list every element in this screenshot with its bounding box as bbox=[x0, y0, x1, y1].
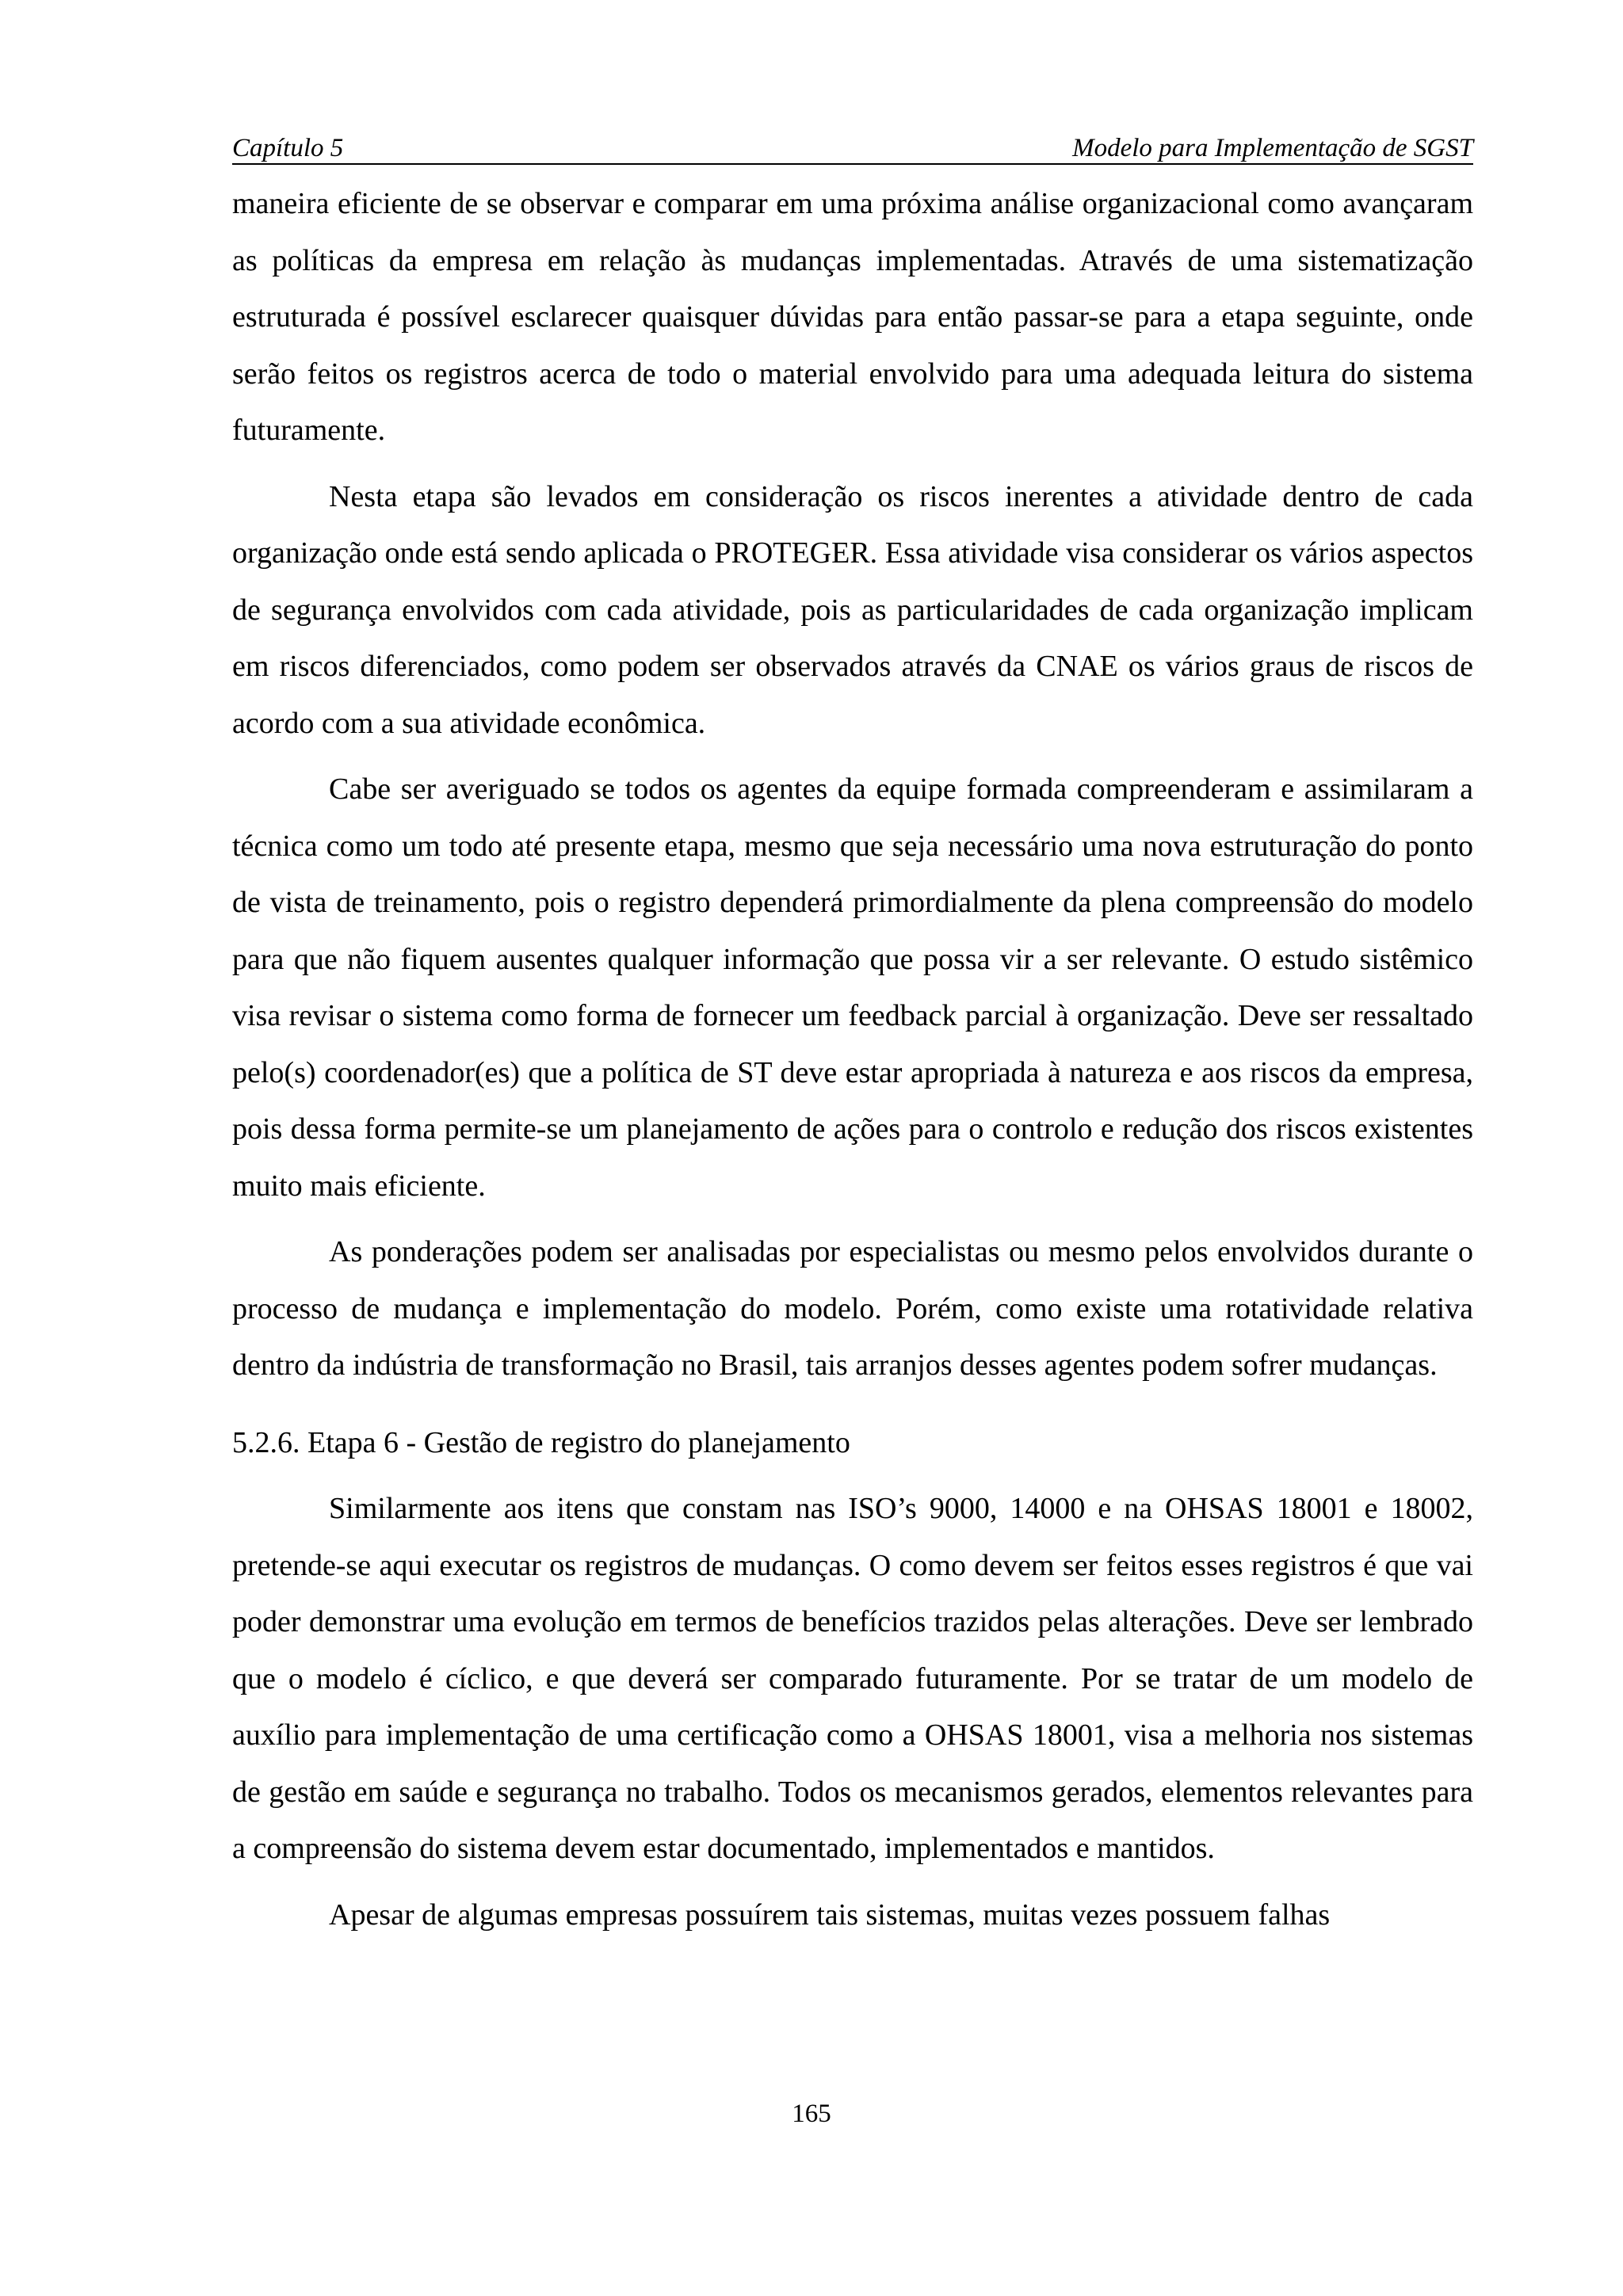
document-page bbox=[232, 127, 1473, 1943]
paragraph: As ponderações podem ser analisadas por especialistas ou mesmo pelos envolvidos durante o processo de mudança e implementação do modelo. Porém, como existe uma rotatividade relativa dentro da indústria de transformação no Brasil, tais arranjos desses agentes podem sofrer mudanças. bbox=[232, 1235, 1473, 1382]
page-number: 165 bbox=[792, 2100, 831, 2128]
section-heading: 5.2.6. Etapa 6 - Gestão de registro do planejamento bbox=[232, 1425, 850, 1459]
paragraph: maneira eficiente de se observar e comparar em uma próxima análise organizacional como avançaram as políticas da empresa em relação às mudanças implementadas. Através de uma sistematização estruturada é possível esclarecer quaisquer dúvidas para então passar-se para a etapa seguinte, onde serão feitos os registros acerca de todo o material envolvido para uma adequada leitura do sistema futuramente. bbox=[232, 187, 1473, 447]
chapter-label: Capítulo 5 bbox=[232, 134, 344, 162]
running-title: Modelo para Implementação de SGST bbox=[1072, 134, 1473, 162]
running-header bbox=[232, 127, 1473, 165]
paragraph: Nesta etapa são levados em consideração os riscos inerentes a atividade dentro de cada organização onde está sendo aplicada o PROTEGER. Essa atividade visa considerar os vários aspectos de segurança envolvidos com cada atividade, pois as particularidades de cada organização implicam em riscos diferenciados, como podem ser observados através da CNAE os vários graus de riscos de acordo com a sua atividade econômica. bbox=[232, 479, 1473, 740]
body-text bbox=[232, 176, 1473, 1943]
paragraph: Cabe ser averiguado se todos os agentes da equipe formada compreenderam e assimilaram a técnica como um todo até presente etapa, mesmo que seja necessário uma nova estruturação do ponto de vista de treinamento, pois o registro dependerá primordialmente da plena compreensão do modelo para que não fiquem ausentes qualquer informação que possa vir a ser relevante. O estudo sistêmico visa revisar o sistema como forma de fornecer um feedback parcial à organização. Deve ser ressaltado pelo(s) coordenador(es) que a política de ST deve estar apropriada à natureza e aos riscos da empresa, pois dessa forma permite-se um planejamento de ações para o controlo e redução dos riscos existentes muito mais eficiente. bbox=[232, 772, 1473, 1203]
paragraph: Apesar de algumas empresas possuírem tais sistemas, muitas vezes possuem falhas bbox=[329, 1897, 1331, 1932]
paragraph: Similarmente aos itens que constam nas ISO’s 9000, 14000 e na OHSAS 18001 e 18002, pretende-se aqui executar os registros de mudanças. O como devem ser feitos esses registros é que vai poder demonstrar uma evolução em termos de benefícios trazidos pelas alterações. Deve ser lembrado que o modelo é cíclico, e que deverá ser comparado futuramente. Por se tratar de um modelo de auxílio para implementação de uma certificação como a OHSAS 18001, visa a melhoria nos sistemas de gestão em saúde e segurança no trabalho. Todos os mecanismos gerados, elementos relevantes para a compreensão do sistema devem estar documentado, implementados e mantidos. bbox=[232, 1492, 1473, 1865]
